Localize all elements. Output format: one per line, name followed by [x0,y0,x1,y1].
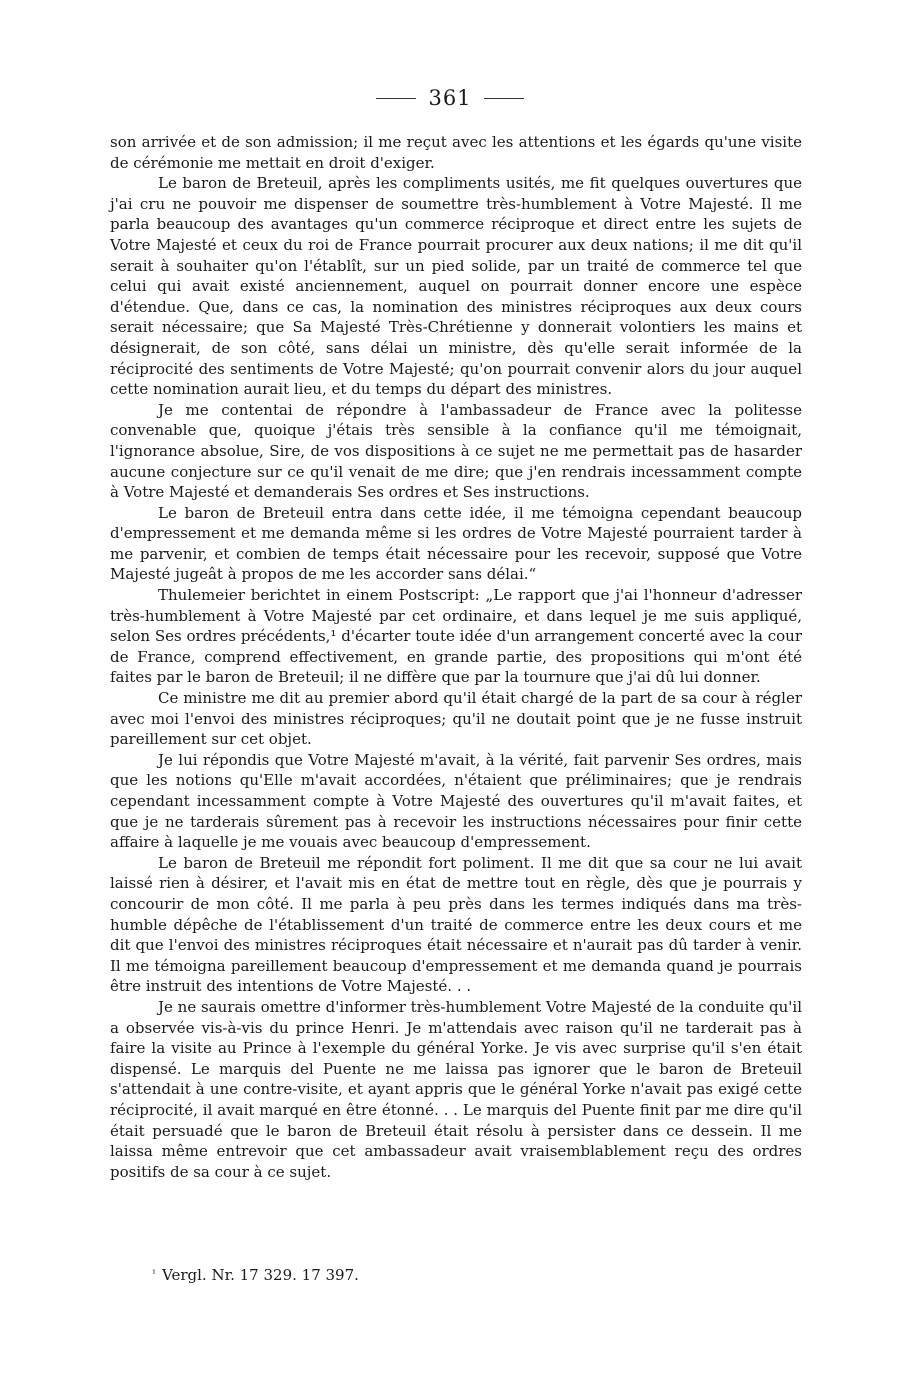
paragraph: Je ne saurais omettre d'informer très-humblement Votre Majesté de la conduite qu'il a observée vis-à-vis du prince Henri. Je m'attendais avec raison qu'il ne tarderait pas à faire la visite au Prince à l'exemple du général Yorke. Je vis avec surprise qu'il s'en était dispensé. Le marquis del Puente ne me laissa pas ignorer que le baron de Breteuil s'attendait à une contre-visite, et ayant appris que le général Yorke n'avait pas exigé cette réciprocité, il avait marqué en être étonné. . . Le marquis del Puente finit par me dire qu'il était persuadé que le baron de Breteuil était résolu à persister dans ce dessein. Il me laissa même entrevoir que cet ambassadeur avait vraisemblablement reçu des ordres positifs de sa cour à ce sujet. [110,997,802,1181]
header-rule-right [484,98,524,99]
paragraph: son arrivée et de son admission; il me reçut avec les attentions et les égards qu'une visite de cérémonie me mettait en droit d'exiger. [110,133,802,172]
footnote-marker: ¹ [152,1269,157,1280]
paragraph: Thulemeier berichtet in einem Postscript: „Le rapport que j'ai l'honneur d'adresser très-humblement à Votre Majesté par cet ordinaire, et dans lequel je me suis appliqué, selon Ses ordres précédents,¹ d'écarter toute idée d'un arrangement concerté avec la cour de France, comprend effectivement, en grande partie, des propositions qui m'ont été faites par le baron de Breteuil; il ne diffère que par la tournure que j'ai dû lui donner. [110,586,802,687]
header-rule-left [376,98,416,99]
paragraph: Ce ministre me dit au premier abord qu'il était chargé de la part de sa cour à régler avec moi l'envoi des ministres réciproques; qu'il ne doutait point que je ne fusse instruit pareillement sur cet objet. [110,689,802,749]
page-header [0,86,900,110]
body-text [110,132,802,1182]
paragraph: Le baron de Breteuil, après les compliments usités, me fit quelques ouvertures que j'ai cru ne pouvoir me dispenser de soumettre très-humblement à Votre Majesté. Il me parla beaucoup des avantages qu'un commerce réciproque et direct entre les sujets de Votre Majesté et ceux du roi de France pourrait procurer aux deux nations; il me dit qu'il serait à souhaiter qu'on l'établît, sur un pied solide, par un traité de commerce tel que celui qui avait existé anciennement, auquel on pourrait donner encore une espèce d'étendue. Que, dans ce cas, la nomination des ministres réciproques aux deux cours serait nécessaire; que Sa Majesté Très-Chrétienne y donnerait volontiers les mains et désignerait, de son côté, sans délai un ministre, dès qu'elle serait informée de la réciprocité des sentiments de Votre Majesté; qu'on pourrait convenir alors du jour auquel cette nomination aurait lieu, et du temps du départ des ministres. [110,174,802,399]
page-number: 361 [428,86,472,110]
paragraph: Je me contentai de répondre à l'ambassadeur de France avec la politesse convenable que, quoique j'étais très sensible à la confiance qu'il me témoignait, l'ignorance absolue, Sire, de vos dispositions à ce sujet ne me permettait pas de hasarder aucune conjecture sur ce qu'il venait de me dire; que j'en rendrais incessamment compte à Votre Majesté et demanderais Ses ordres et Ses instructions. [110,400,802,502]
paragraph: Le baron de Breteuil entra dans cette idée, il me témoigna cependant beaucoup d'empressement et me demanda même si les ordres de Votre Majesté pourraient tarder à me parvenir, et combien de temps était nécessaire pour les recevoir, supposé que Votre Majesté jugeât à propos de me les accorder sans délai.“ [110,503,802,584]
footnote [152,1265,359,1285]
paragraph: Le baron de Breteuil me répondit fort poliment. Il me dit que sa cour ne lui avait laissé rien à désirer, et l'avait mis en état de mettre tout en règle, dès que je pourrais y concourir de mon côté. Il me parla à peu près dans les termes indiqués dans ma très-humble dépêche de l'établissement d'un traité de commerce entre les deux cours et me dit que l'envoi des ministres réciproques était nécessaire et n'aurait pas dû tarder à venir. Il me témoigna pareillement beaucoup d'empressement et me demanda quand je pourrais être instruit des intentions de Votre Majesté. . . [110,853,802,996]
paragraph: Je lui répondis que Votre Majesté m'avait, à la vérité, fait parvenir Ses ordres, mais que les notions qu'Elle m'avait accordées, n'étaient que préliminaires; que je rendrais cependant incessamment compte à Votre Majesté des ouvertures qu'il m'avait faites, et que je ne tarderais sûrement pas à recevoir les instructions nécessaires pour finir cette affaire à laquelle je me vouais avec beaucoup d'empressement. [110,750,802,852]
footnote-text: Vergl. Nr. 17 329. 17 397. [162,1266,359,1284]
